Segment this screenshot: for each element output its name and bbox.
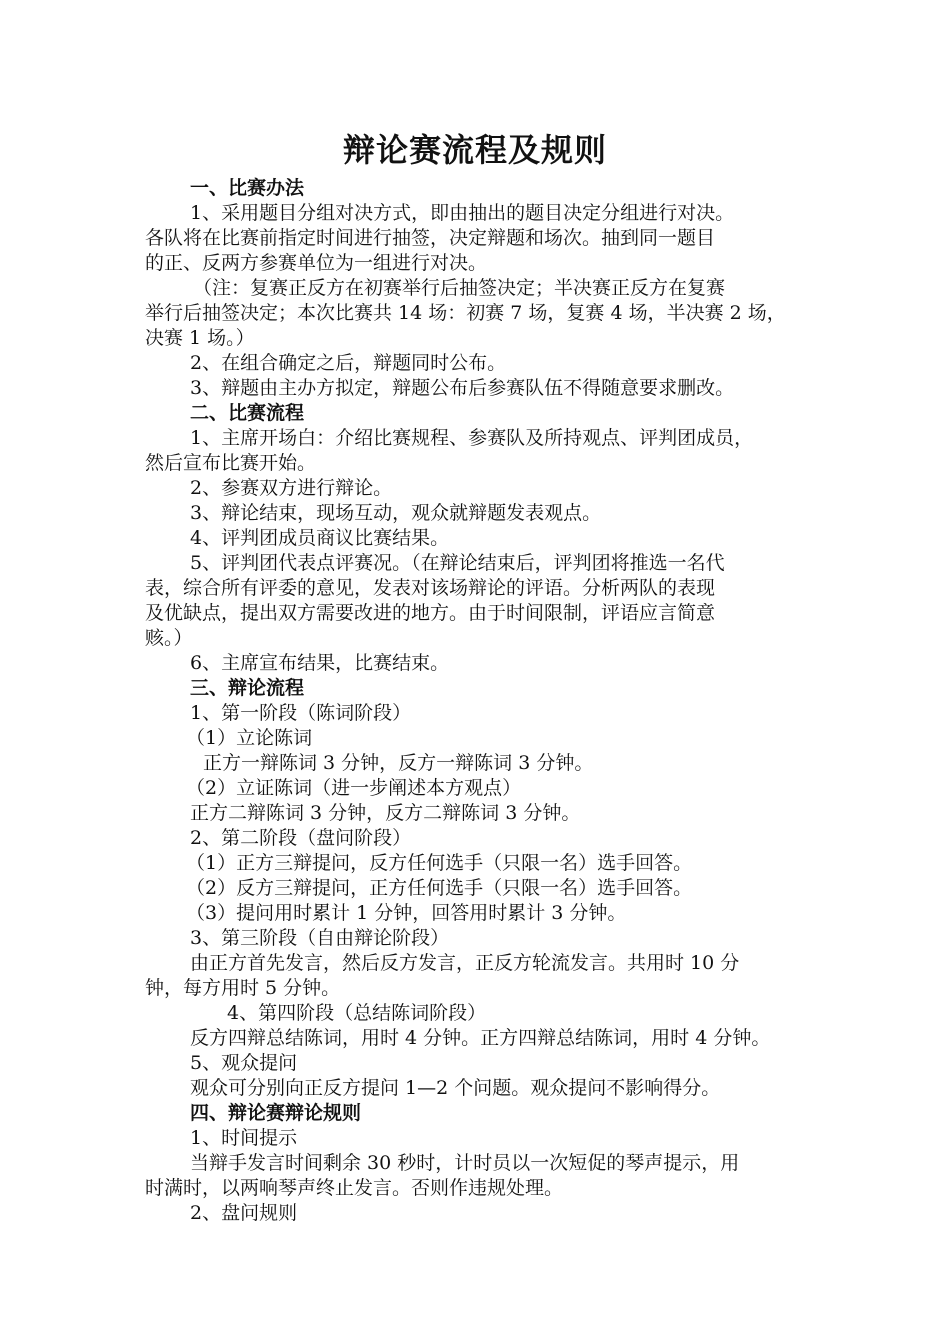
paragraph-line: 决赛 1 场。） <box>145 327 255 349</box>
paragraph-line: （1）正方三辩提问，反方任何选手（只限一名）选手回答。 <box>186 852 693 874</box>
section-heading: 二、比赛流程 <box>190 402 305 424</box>
paragraph-line: 正方二辩陈词 3 分钟，反方二辩陈词 3 分钟。 <box>190 802 581 824</box>
paragraph-line: 然后宣布比赛开始。 <box>145 452 317 474</box>
section-heading: 四、辩论赛辩论规则 <box>190 1102 362 1124</box>
paragraph-line: 由正方首先发言，然后反方发言，正反方轮流发言。共用时 10 分 <box>190 952 740 974</box>
paragraph-line: 1、第一阶段（陈词阶段） <box>190 702 412 724</box>
paragraph-line: 的正、反两方参赛单位为一组进行对决。 <box>145 252 488 274</box>
paragraph-line: 2、盘问规则 <box>190 1202 298 1224</box>
paragraph-line: 2、在组合确定之后，辩题同时公布。 <box>190 352 507 374</box>
paragraph-line: 反方四辩总结陈词，用时 4 分钟。正方四辩总结陈词，用时 4 分钟。 <box>190 1027 771 1049</box>
paragraph-line: （2）立证陈词（进一步阐述本方观点） <box>186 777 522 799</box>
page-title: 辩论赛流程及规则 <box>342 131 607 169</box>
paragraph-line: 4、第四阶段（总结陈词阶段） <box>227 1002 487 1024</box>
paragraph-line: （2）反方三辩提问，正方任何选手（只限一名）选手回答。 <box>186 877 693 899</box>
section-heading: 一、比赛办法 <box>190 177 305 199</box>
paragraph-line: 3、第三阶段（自由辩论阶段） <box>190 927 450 949</box>
paragraph-line: 2、参赛双方进行辩论。 <box>190 477 393 499</box>
section-heading: 三、辩论流程 <box>190 677 305 699</box>
paragraph-line: 5、评判团代表点评赛况。（在辩论结束后，评判团将推选一名代 <box>190 552 725 574</box>
paragraph-line: （3）提问用时累计 1 分钟，回答用时累计 3 分钟。 <box>186 902 627 924</box>
paragraph-line: 3、辩题由主办方拟定，辩题公布后参赛队伍不得随意要求删改。 <box>190 377 735 399</box>
paragraph-line: 赅。） <box>145 627 193 649</box>
paragraph-line: 5、观众提问 <box>190 1052 298 1074</box>
paragraph-line: 1、主席开场白：介绍比赛规程、参赛队及所持观点、评判团成员， <box>190 427 754 449</box>
paragraph-line: 当辩手发言时间剩余 30 秒时，计时员以一次短促的琴声提示，用 <box>190 1152 740 1174</box>
paragraph-line: 观众可分别向正反方提问 1—2 个问题。观众提问不影响得分。 <box>190 1077 721 1099</box>
paragraph-line: （1）立论陈词 <box>186 727 313 749</box>
paragraph-line: 1、采用题目分组对决方式，即由抽出的题目决定分组进行对决。 <box>190 202 735 224</box>
paragraph-line: 6、主席宣布结果，比赛结束。 <box>190 652 450 674</box>
paragraph-line: 举行后抽签决定；本次比赛共 14 场：初赛 7 场，复赛 4 场，半决赛 2 场， <box>145 302 786 324</box>
paragraph-line: 时满时，以两响琴声终止发言。否则作违规处理。 <box>145 1177 564 1199</box>
paragraph-line: 3、辩论结束，现场互动，观众就辩题发表观点。 <box>190 502 602 524</box>
paragraph-line: 各队将在比赛前指定时间进行抽签，决定辩题和场次。抽到同一题目 <box>145 227 716 249</box>
paragraph-line: 1、时间提示 <box>190 1127 298 1149</box>
paragraph-line: （注：复赛正反方在初赛举行后抽签决定；半决赛正反方在复赛 <box>193 277 726 299</box>
paragraph-line: 表，综合所有评委的意见，发表对该场辩论的评语。分析两队的表现 <box>145 577 716 599</box>
paragraph-line: 4、评判团成员商议比赛结果。 <box>190 527 450 549</box>
paragraph-line: 钟，每方用时 5 分钟。 <box>145 977 341 999</box>
paragraph-line: 2、第二阶段（盘问阶段） <box>190 827 412 849</box>
paragraph-line: 正方一辩陈词 3 分钟，反方一辩陈词 3 分钟。 <box>203 752 594 774</box>
paragraph-line: 及优缺点，提出双方需要改进的地方。由于时间限制，评语应言简意 <box>145 602 716 624</box>
